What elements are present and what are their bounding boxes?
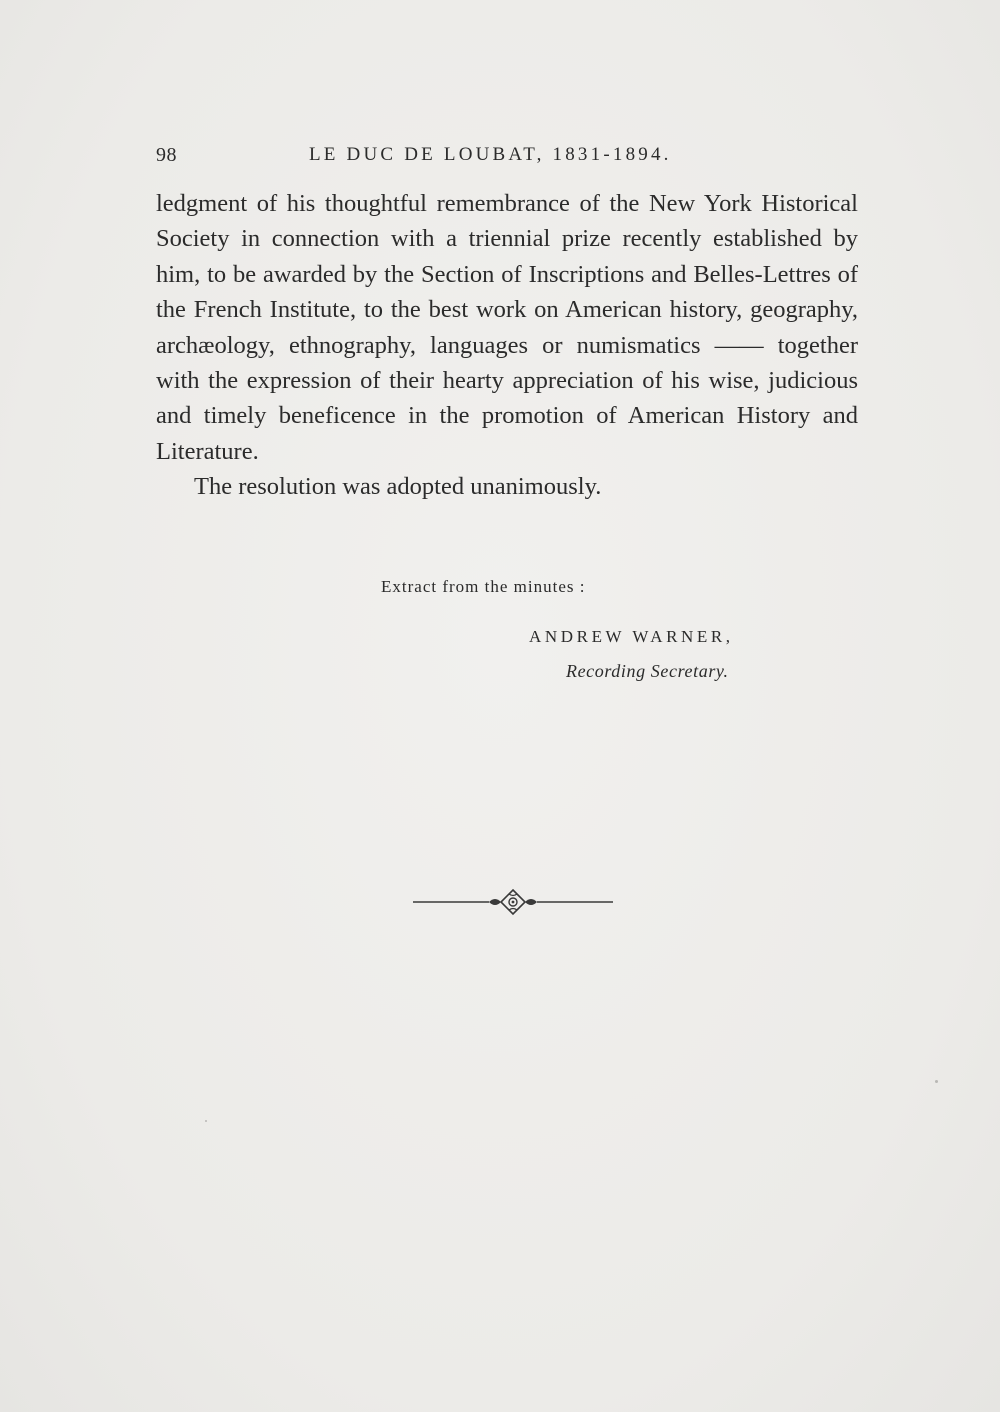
text-line: Inscriptions and Belles-Lettres of the French Institute, to the: [156, 260, 859, 324]
text-line: wise, judicious and timely beneficence in the promotion of: [156, 367, 858, 430]
text-line: recently established by him, to be awarded by the Section of: [156, 225, 859, 288]
page-header: [156, 144, 856, 174]
fleuron-ornament-icon: [413, 888, 613, 916]
paper-speck: [935, 1080, 938, 1083]
text-line: ethnography, languages or numismatics —— together: [288, 331, 858, 359]
paragraph-1: [156, 186, 858, 469]
text-line: Historical Society in connection with a triennial prize: [156, 190, 858, 253]
text-line: with the expression of their hearty appreciation of his: [156, 367, 700, 395]
signatory-title: Recording Secretary.: [566, 661, 729, 681]
text-line: best work on American history, geography, archæology,: [156, 296, 859, 359]
page-number: 98: [156, 144, 177, 166]
text-line: ledgment of his thoughtful remembrance of the New York: [156, 190, 752, 217]
extract-note: Extract from the minutes :: [381, 577, 586, 596]
running-head: LE DUC DE LOUBAT, 1831-1894.: [309, 144, 672, 165]
signatory-name: ANDREW WARNER,: [529, 627, 734, 646]
body-text: [156, 186, 858, 505]
paragraph-2: The resolution was adopted unanimously.: [194, 473, 602, 501]
text-line: American History and Literature.: [156, 402, 858, 465]
paper-speck: [205, 1120, 207, 1122]
